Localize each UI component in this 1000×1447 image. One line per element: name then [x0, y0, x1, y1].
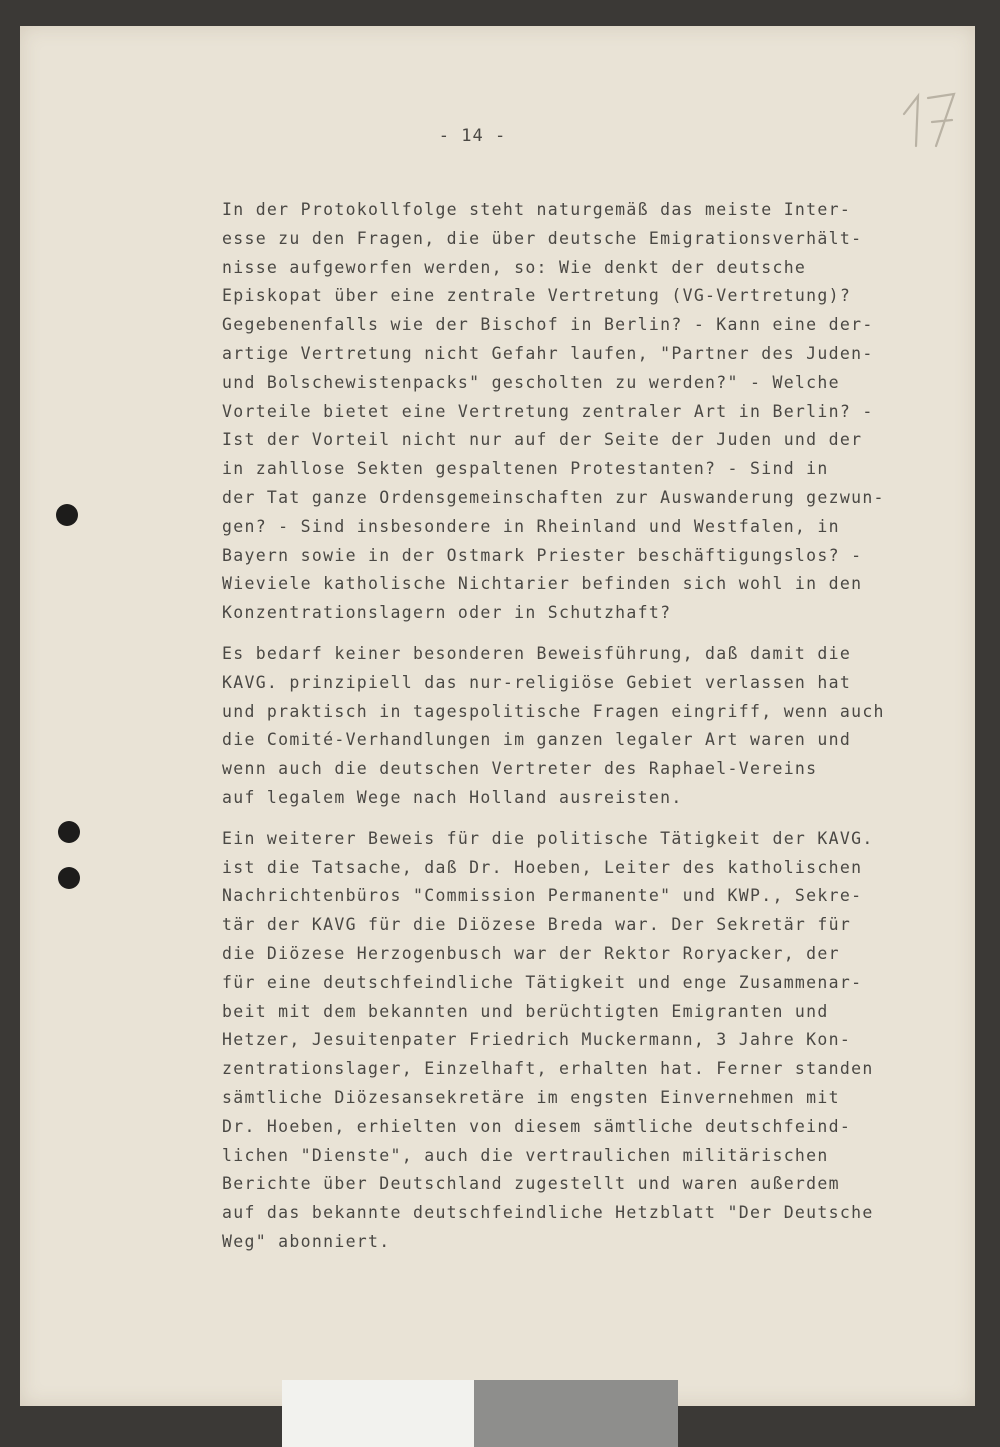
body-text	[222, 196, 942, 1269]
punch-hole	[58, 821, 80, 843]
text-line: Nachrichtenbüros "Commission Permanente" und KWP., Sekre-	[222, 886, 863, 906]
text-line: wenn auch die deutschen Vertreter des Raphael-Vereins	[222, 759, 818, 779]
text-line: gen? - Sind insbesondere in Rheinland und Westfalen, in	[222, 516, 840, 536]
text-line: für eine deutschfeindliche Tätigkeit und enge Zusammenar-	[222, 972, 863, 992]
page-number: - 14 -	[438, 126, 507, 146]
punch-hole	[56, 504, 78, 526]
text-line: Weg" abonniert.	[222, 1231, 391, 1251]
text-line: Konzentrationslagern oder in Schutzhaft?	[222, 603, 672, 623]
text-line: Dr. Hoeben, erhielten von diesem sämtliche deutschfeind-	[222, 1116, 852, 1136]
text-line: Hetzer, Jesuitenpater Friedrich Muckermann, 3 Jahre Kon-	[222, 1030, 852, 1050]
text-line: artige Vertretung nicht Gefahr laufen, "Partner des Juden-	[222, 343, 874, 363]
text-line: Es bedarf keiner besonderen Beweisführung, daß damit die	[222, 643, 852, 663]
document-page	[20, 26, 975, 1406]
text-line: esse zu den Fragen, die über deutsche Emigrationsverhält-	[222, 228, 863, 248]
text-line: zentrationslager, Einzelhaft, erhalten hat. Ferner standen	[222, 1059, 874, 1079]
text-line: KAVG. prinzipiell das nur-religiöse Gebiet verlassen hat	[222, 672, 852, 692]
text-line: die Comité-Verhandlungen im ganzen legaler Art waren und	[222, 730, 852, 750]
text-line: Bayern sowie in der Ostmark Priester beschäftigungslos? -	[222, 545, 863, 565]
text-line: Gegebenenfalls wie der Bischof in Berlin? - Kann eine der-	[222, 315, 874, 335]
text-line: und praktisch in tagespolitische Fragen eingriff, wenn auch	[222, 701, 885, 721]
text-line: lichen "Dienste", auch die vertraulichen militärischen	[222, 1145, 829, 1165]
text-line: Ein weiterer Beweis für die politische Tätigkeit der KAVG.	[222, 828, 874, 848]
text-line: In der Protokollfolge steht naturgemäß das meiste Inter-	[222, 200, 852, 219]
paragraph	[222, 825, 942, 1257]
text-line: auf das bekannte deutschfeindliche Hetzblatt "Der Deutsche	[222, 1203, 874, 1223]
text-line: nisse aufgeworfen werden, so: Wie denkt der deutsche	[222, 257, 807, 277]
text-line: Episkopat über eine zentrale Vertretung (VG-Vertretung)?	[222, 286, 852, 306]
text-line: der Tat ganze Ordensgemeinschaften zur Auswanderung gezwun-	[222, 487, 885, 507]
text-line: beit mit dem bekannten und berüchtigten Emigranten und	[222, 1001, 829, 1021]
text-line: tär der KAVG für die Diözese Breda war. Der Sekretär für	[222, 915, 852, 935]
text-line: Wieviele katholische Nichtarier befinden sich wohl in den	[222, 574, 863, 594]
punch-hole	[58, 867, 80, 889]
text-line: die Diözese Herzogenbusch war der Rektor Roryacker, der	[222, 943, 840, 963]
text-line: in zahllose Sekten gespaltenen Protestanten? - Sind in	[222, 459, 829, 479]
calibration-strip-white	[282, 1380, 474, 1447]
text-line: Berichte über Deutschland zugestellt und waren außerdem	[222, 1174, 840, 1194]
text-line: sämtliche Diözesansekretäre im engsten Einvernehmen mit	[222, 1087, 840, 1107]
paragraph	[222, 640, 942, 813]
calibration-strip-gray	[474, 1380, 678, 1447]
text-line: Vorteile bietet eine Vertretung zentraler Art in Berlin? -	[222, 401, 874, 421]
text-line: und Bolschewistenpacks" gescholten zu werden?" - Welche	[222, 372, 840, 392]
text-line: auf legalem Wege nach Holland ausreisten.	[222, 787, 683, 807]
text-line: Ist der Vorteil nicht nur auf der Seite der Juden und der	[222, 430, 863, 450]
text-line: ist die Tatsache, daß Dr. Hoeben, Leiter des katholischen	[222, 857, 863, 877]
paragraph	[222, 196, 942, 628]
